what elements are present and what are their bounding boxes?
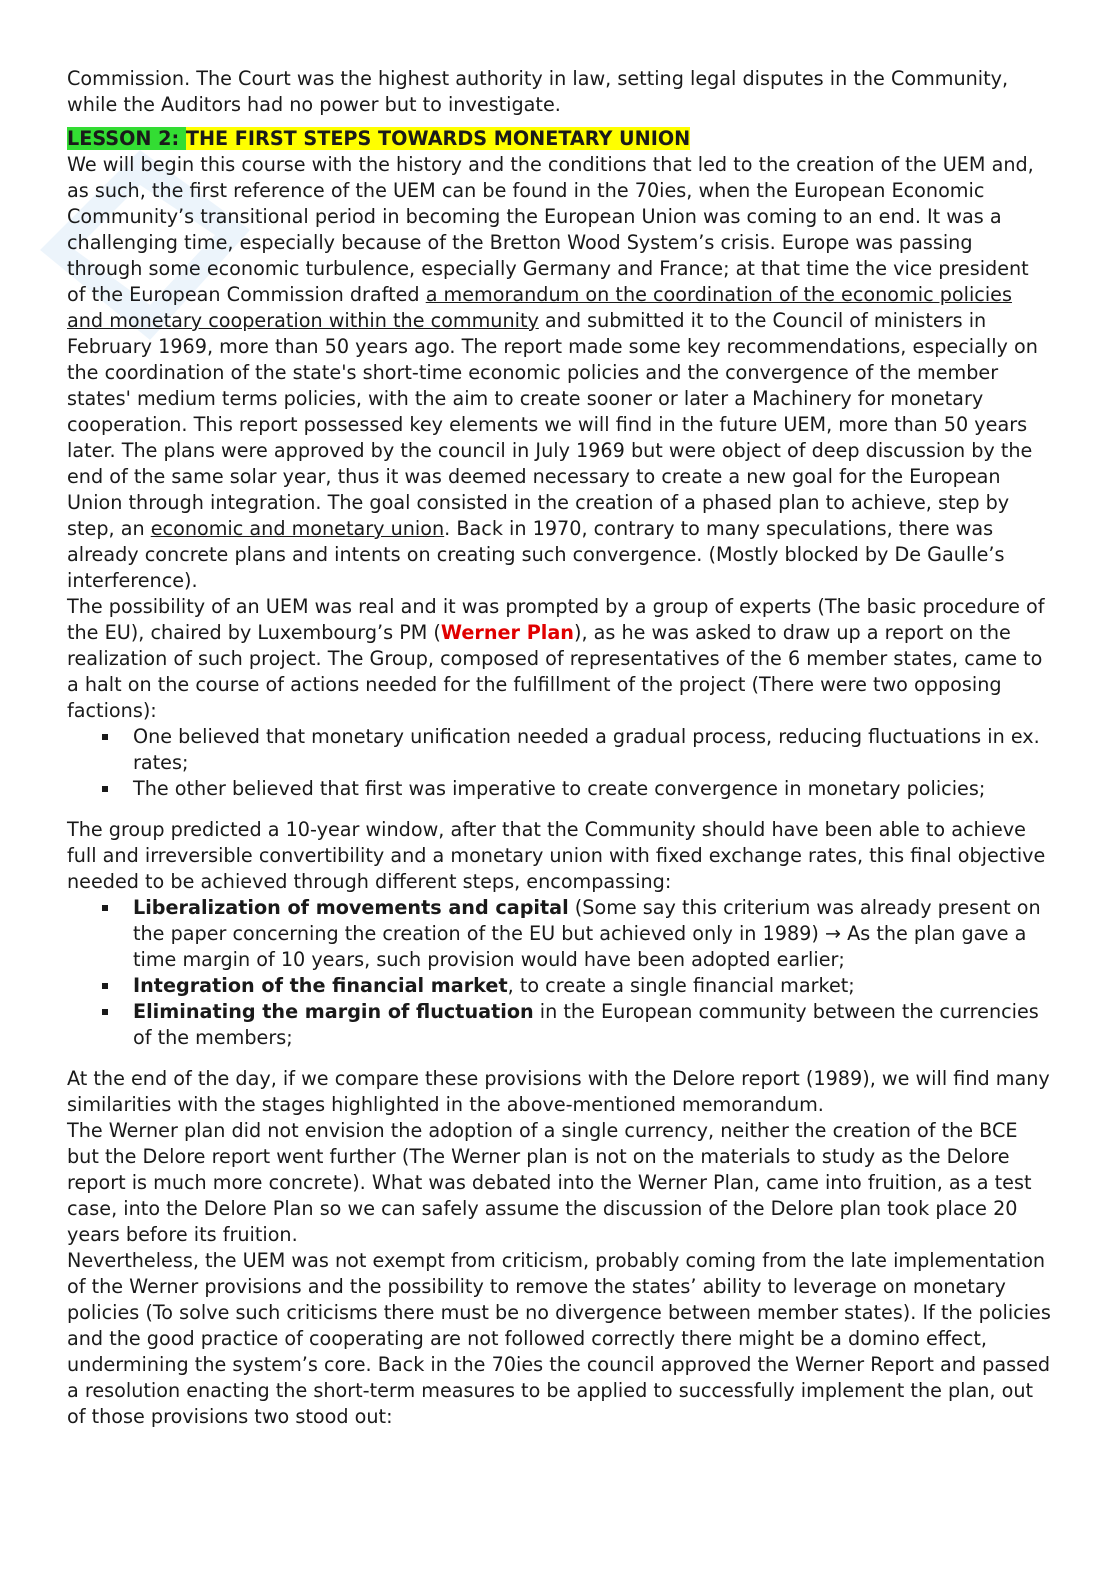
steps-list: [67, 895, 1052, 1051]
werner-vs-delore-paragraph: The Werner plan did not envision the adoption of a single currency, neither the creation of the BCE but the Delore report went further (The Werner plan is not on the materials to study as the Delore report is much more concrete). What was debated into the Werner Plan, came into fruition, as a test case, into the Delore Plan so we can safely assume the discussion of the Delore plan took place 20 years before its fruition.: [67, 1119, 1032, 1246]
history-paragraph: We will begin this course with the history and the conditions that led to the creation of the UEM and, as such, the first reference of the UEM can be found in the 70ies, when the European Economic Community’s transitional period in becoming the European Union was coming to an end. It was a challenging time, especially because of the Bretton Wood System’s crisis. Europe was passing through some economic turbulence, especially Germany and France; at that time the vice president of the European Commission drafted a memorandum on the coordination of the economic policies and monetary cooperation within the community and submitted it to the Council of ministers in February 1969, more than 50 years ago. The report made some key recommendations, especially on the coordination of the state's short-time economic policies and the convergence of the member states' medium terms policies, with the aim to create sooner or later a Machinery for monetary cooperation. This report possessed key elements we will find in the future UEM, more than 50 years later. The plans were approved by the council in July 1969 but were object of deep discussion by the end of the same solar year, thus it was deemed necessary to create a new goal for the European Union through integration. The goal consisted in the creation of a phased plan to achieve, step by step, an economic and monetary union. Back in 1970, contrary to many speculations, there was already concrete plans and intents on creating such convergence. (Mostly blocked by De Gaulle’s interference).: [67, 153, 1038, 592]
lesson-heading-title: THE FIRST STEPS TOWARDS MONETARY UNION: [185, 127, 691, 150]
delore-comparison-paragraph: At the end of the day, if we compare these provisions with the Delore report (1989), we will find many similarities with the stages highlighted in the above-mentioned memorandum.: [67, 1067, 1050, 1116]
document-page: [67, 66, 1052, 1430]
factions-list: [67, 724, 1052, 802]
emu-reference: economic and monetary union: [150, 517, 445, 540]
list-item: Eliminating the margin of fluctuation in the European community between the currencies of the members;: [67, 999, 1052, 1051]
list-item: Liberalization of movements and capital (Some say this criterium was already present on the paper concerning the creation of the EU but achieved only in 1989) → As the plan gave a time margin of 10 years, such provision would have been adopted earlier;: [67, 895, 1052, 973]
list-item: Integration of the financial market, to create a single financial market;: [67, 973, 1052, 999]
werner-paragraph: The possibility of an UEM was real and it was prompted by a group of experts (The basic procedure of the EU), chaired by Luxembourg’s PM (Werner Plan), as he was asked to draw up a report on the realization of such project. The Group, composed of representatives of the 6 member states, came to a halt on the course of actions needed for the fulfillment of the project (There were two opposing factions):: [67, 595, 1045, 722]
criticism-paragraph: Nevertheless, the UEM was not exempt from criticism, probably coming from the late implementation of the Werner provisions and the possibility to remove the states’ ability to leverage on monetary policies (To solve such criticisms there must be no divergence between member states). If the policies and the good practice of cooperating are not followed correctly there might be a domino effect, undermining the system’s core. Back in the 70ies the council approved the Werner Report and passed a resolution enacting the short-term measures to be applied to successfully implement the plan, out of those provisions two stood out:: [67, 1249, 1051, 1428]
memorandum-reference: a memorandum on the coordination of the economic policies and monetary cooperation within the community: [67, 283, 1012, 332]
lesson-heading-prefix: LESSON 2:: [67, 127, 186, 150]
werner-plan-highlight: Werner Plan: [440, 621, 574, 644]
list-item: One believed that monetary unification needed a gradual process, reducing fluctuations in ex. rates;: [67, 724, 1052, 776]
lesson-heading: [67, 126, 1052, 152]
intro-paragraph: Commission. The Court was the highest authority in law, setting legal disputes in the Community, while the Auditors had no power but to investigate.: [67, 67, 1009, 116]
list-item: The other believed that first was imperative to create convergence in monetary policies;: [67, 776, 1052, 802]
steps-intro-paragraph: The group predicted a 10-year window, after that the Community should have been able to achieve full and irreversible convertibility and a monetary union with fixed exchange rates, this final objective needed to be achieved through different steps, encompassing:: [67, 818, 1046, 893]
